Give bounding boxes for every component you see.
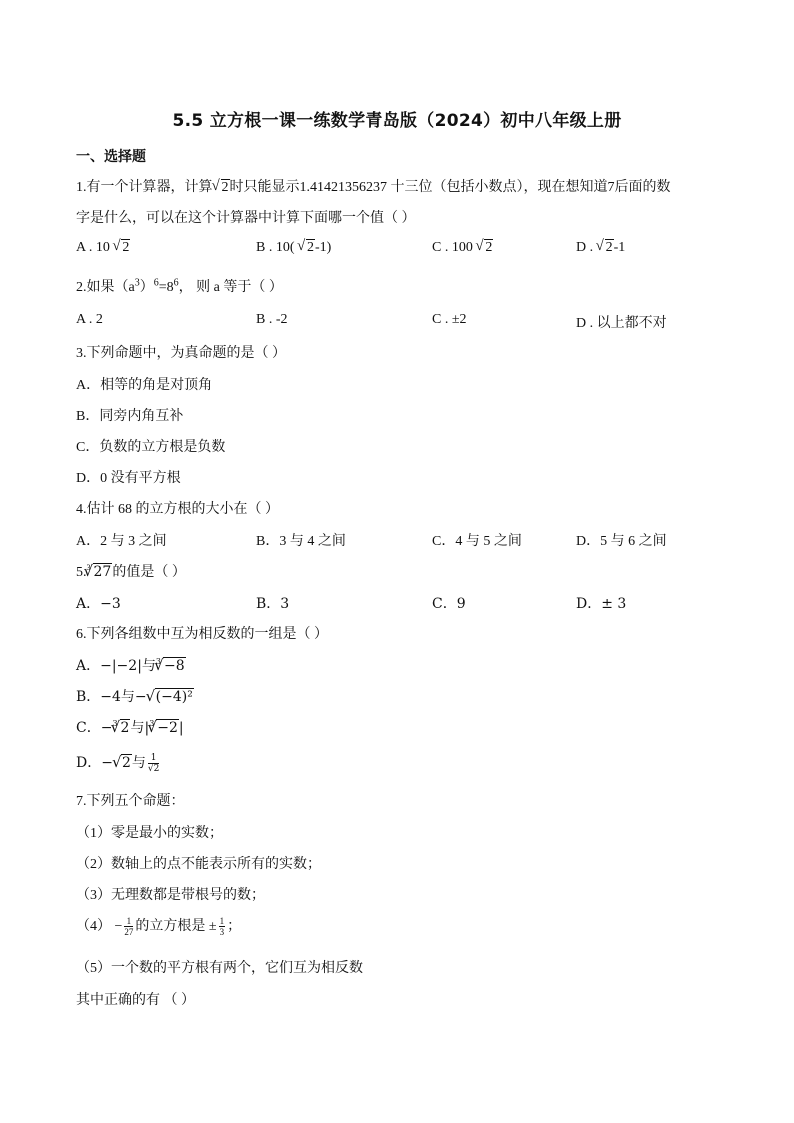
question-1-line-1 (76, 176, 671, 196)
q6-d-denominator: √2 (147, 763, 160, 774)
fraction (219, 916, 226, 937)
q6-d-numerator: 1 (148, 753, 159, 764)
q7-statement-1: （1）零是最小的实数； (76, 826, 223, 841)
page-title: 5.5 立方根一课一练数学青岛版（2024）初中八年级上册 (172, 111, 622, 131)
q6-c-text: C．− (76, 720, 113, 736)
q6-b-text: B．−4与− (76, 689, 147, 705)
q1-option-b (256, 240, 331, 256)
q1-a-radicand: 2 (122, 240, 130, 255)
q1-text-b: 时只能显示1.41421356237 十三位（包括小数点），现在想知道7后面的数 (229, 180, 671, 195)
q1-d-text: D . (576, 240, 597, 255)
sqrt-symbol (147, 689, 194, 705)
q5-option-c: C．9 (432, 596, 466, 612)
q5-option-d: D．± 3 (576, 596, 627, 612)
q6-d-text: D．− (76, 755, 113, 771)
q6-c-mid: 与| (130, 720, 150, 736)
cube-root-symbol (155, 658, 186, 674)
q6-c-radicand: 2 (120, 720, 130, 736)
q5-option-b: B．3 (256, 596, 290, 612)
q1-radicand: 2 (221, 180, 229, 195)
q6-d-radicand: 2 (121, 755, 131, 771)
sqrt-symbol (597, 240, 614, 256)
q6-c-radicand-2: −2 (157, 720, 178, 736)
q1-option-c (432, 240, 493, 256)
q1-text-a: 1.有一个计算器，计算 (76, 180, 213, 195)
q5-text: 的值是（ ） (112, 565, 186, 580)
cube-root-symbol (148, 720, 179, 736)
q4-option-b: B．3 与 4 之间 (256, 534, 346, 549)
q2-exp-2: 6 (153, 277, 159, 289)
question-4: 4.估计 68 的立方根的大小在（ ） (76, 502, 279, 517)
question-7: 7.下列五个命题： (76, 794, 185, 809)
q7-statement-3: （3）无理数都是带根号的数； (76, 888, 265, 903)
q6-c-root-index: 3 (112, 719, 118, 729)
q1-c-radicand: 2 (485, 240, 493, 255)
q2-text-d: ， 则 a 等于（ ） (178, 280, 283, 295)
q4-option-c: C．4 与 5 之间 (432, 534, 522, 549)
q2-option-d: D . 以上都不对 (576, 316, 667, 331)
q3-option-d: D．0 没有平方根 (76, 471, 181, 486)
q6-a-root-index: 3 (155, 657, 162, 667)
cube-root-symbol (112, 720, 131, 736)
section-heading: 一、选择题 (76, 149, 146, 165)
q5-number: 5. (76, 565, 87, 580)
q2-exp-1: 3 (134, 277, 140, 289)
q2-exp-3: 6 (173, 277, 179, 289)
q7-s4-post: ； (227, 919, 242, 934)
q2-option-c: C . ±2 (432, 312, 467, 327)
question-1-line-2: 字是什么，可以在这个计算器中计算下面哪一个值（ ） (76, 211, 416, 226)
q7-statement-4 (76, 915, 241, 937)
sqrt-symbol (298, 240, 315, 256)
q7-s4-numerator-2: 1 (219, 916, 225, 927)
q5-radicand: 27 (93, 564, 112, 580)
q1-option-d (576, 240, 625, 256)
fraction (124, 916, 133, 937)
q6-a-text: A．−|−2|与 (76, 658, 156, 674)
q7-s4-denominator-2: 3 (219, 927, 225, 938)
q4-option-a: A．2 与 3 之间 (76, 534, 167, 549)
q6-option-d (76, 752, 161, 774)
q2-text-a: 2.如果（a (76, 280, 135, 295)
q5-root-index: 3 (86, 563, 91, 573)
q7-s4-pre: （4） − (76, 919, 123, 934)
q1-b-text: B . 10( (256, 240, 298, 255)
q7-s4-denominator: 27 (124, 927, 134, 938)
q5-option-a: A．−3 (76, 596, 121, 612)
q7-statement-5: （5）一个数的平方根有两个，它们互为相反数 (76, 961, 363, 976)
question-3: 3.下列命题中，为真命题的是（ ） (76, 346, 286, 361)
q2-text-c: =8 (158, 280, 174, 295)
sqrt-symbol (113, 755, 132, 771)
q6-option-a (76, 655, 186, 675)
question-6: 6.下列各组数中互为相反数的一组是（ ） (76, 627, 328, 642)
q1-d-radicand: 2 (605, 240, 613, 255)
sqrt-symbol (476, 240, 493, 256)
cube-root-symbol (85, 564, 113, 580)
q6-a-radicand: −8 (164, 658, 185, 674)
q2-text-b: ） (139, 280, 154, 295)
q7-statement-2: （2）数轴上的点不能表示所有的实数； (76, 857, 321, 872)
q3-option-b: B．同旁内角互补 (76, 409, 184, 424)
q1-d-post: -1 (613, 240, 626, 255)
q6-c-root-index-2: 3 (149, 719, 155, 729)
q3-option-a: A．相等的角是对顶角 (76, 378, 213, 393)
q1-a-text: A . 10 (76, 240, 114, 255)
q7-s4-mid: 的立方根是 ± (135, 919, 217, 934)
q2-option-b: B . -2 (256, 312, 288, 327)
q6-b-radicand: (−4)² (155, 689, 193, 705)
q4-option-d: D．5 与 6 之间 (576, 534, 667, 549)
q1-c-text: C . 100 (432, 240, 477, 255)
q2-option-a: A . 2 (76, 312, 103, 327)
q6-c-post: | (178, 720, 184, 736)
question-5 (76, 561, 186, 581)
q1-option-a (76, 240, 130, 256)
sqrt-symbol (213, 180, 230, 196)
q1-b-post: -1) (315, 240, 332, 255)
question-2 (76, 276, 283, 296)
q1-b-radicand: 2 (307, 240, 314, 255)
q6-option-c (76, 717, 184, 737)
q7-tail: 其中正确的有 （ ） (76, 993, 195, 1008)
fraction (148, 753, 159, 774)
sqrt-symbol (113, 240, 130, 256)
q7-s4-numerator: 1 (124, 916, 133, 927)
q6-d-mid: 与 (131, 755, 146, 771)
q3-option-c: C．负数的立方根是负数 (76, 440, 226, 455)
q6-option-b (76, 686, 194, 706)
